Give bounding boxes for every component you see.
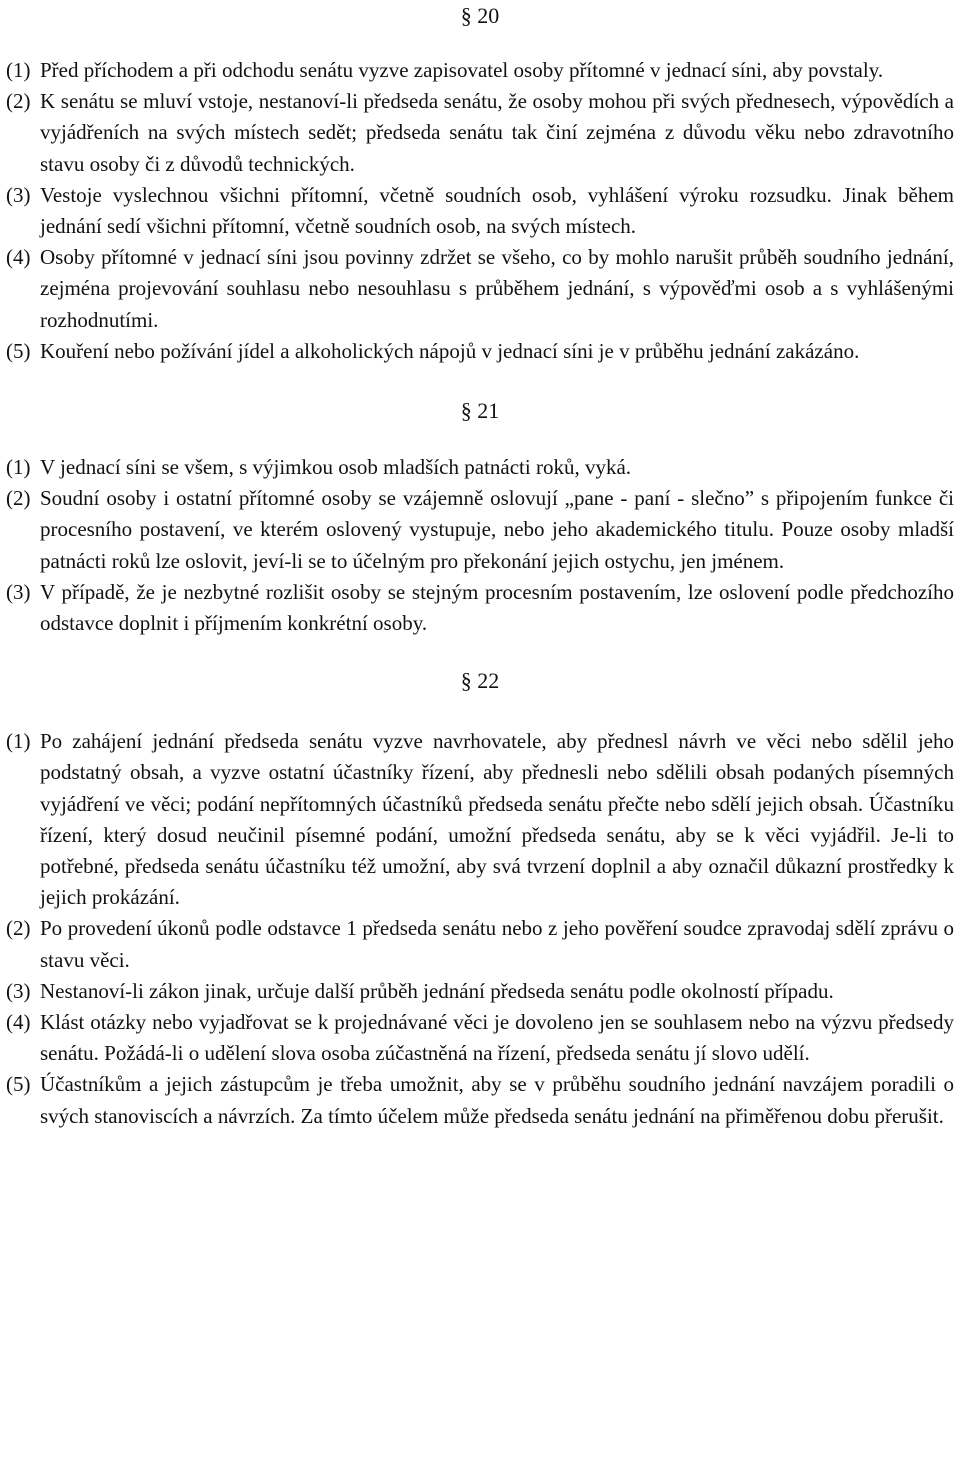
paragraph-text: K senátu se mluví vstoje, nestanoví-li předseda senátu, že osoby mohou při svých přednesech, výpovědích a vyjádřeních na svých místech sedět; předseda senátu tak činí zejména z důvodu věku nebo zdravotního stavu osoby či z důvodů technických. xyxy=(40,89,954,176)
paragraph-text: Před příchodem a při odchodu senátu vyzve zapisovatel osoby přítomné v jednací síni, aby povstaly. xyxy=(40,58,884,82)
paragraph xyxy=(6,726,954,913)
paragraph-text: Vestoje vyslechnou všichni přítomní, včetně soudních osob, vyhlášení výroku rozsudku. Jinak během jednání sedí všichni přítomní, včetně soudních osob, na svých místech. xyxy=(40,182,954,239)
paragraph xyxy=(6,577,954,639)
paragraph xyxy=(6,336,954,367)
paragraph xyxy=(6,242,954,336)
paragraph-text: Nestanoví-li zákon jinak, určuje další průběh jednání předseda senátu podle okolností případu. xyxy=(40,978,834,1003)
section-heading: § 20 xyxy=(460,3,500,28)
paragraph-number: (5) xyxy=(6,338,31,363)
paragraph-text: Osoby přítomné v jednací síni jsou povinny zdržet se všeho, co by mohlo narušit průběh soudního jednání, zejména projevování souhlasu nebo nesouhlasu s průběhem jednání, s výpověďmi osob a s vyhlášenými rozhodnutími. xyxy=(40,245,954,332)
section-heading: § 21 xyxy=(460,398,500,424)
paragraph-number: (3) xyxy=(6,978,31,1003)
paragraph-text: V jednací síni se všem, s výjimkou osob mladších patnácti roků, vyká. xyxy=(40,455,632,480)
paragraph xyxy=(6,1069,954,1131)
section-22 xyxy=(6,665,954,1132)
section-20 xyxy=(6,0,954,367)
paragraph-text: Účastníkům a jejich zástupcům je třeba umožnit, aby se v průběhu soudního jednání navzájem poradili o svých stanoviscích a návrzích. Za tímto účelem může předseda senátu jednání na přiměřenou dobu přerušit. xyxy=(40,1072,954,1128)
paragraph-number: (1) xyxy=(6,455,31,480)
paragraph xyxy=(6,86,954,180)
paragraph xyxy=(6,55,954,86)
paragraph-number: (2) xyxy=(6,89,31,114)
section-21 xyxy=(6,395,954,639)
paragraph-number: (1) xyxy=(6,58,31,82)
paragraph-text: Po zahájení jednání předseda senátu vyzve navrhovatele, aby přednesl návrh ve věci nebo sdělil jeho podstatný obsah, a vyzve ostatní účastníky řízení, aby přednesli nebo sdělili obsah podaných písemných vyjádření ve věci; podání nepřítomných účastníků předseda senátu přečte nebo sdělí jejich obsah. Účastníku řízení, který dosud neučinil písemné podání, umožní předseda senátu, aby se k věci vyjádřil. Je-li to potřebné, předseda senátu účastníku též umožní, aby svá tvrzení doplnil a aby označil důkazní prostředky k jejich prokázání. xyxy=(40,729,954,910)
paragraph-text: Klást otázky nebo vyjadřovat se k projednávané věci je dovoleno jen se souhlasem nebo na výzvu předsedy senátu. Požádá-li o udělení slova osoba zúčastněná na řízení, předseda senátu jí slovo udělí. xyxy=(40,1010,954,1066)
paragraph-number: (2) xyxy=(6,486,31,511)
paragraph xyxy=(6,452,954,483)
paragraph-number: (1) xyxy=(6,729,31,754)
paragraph xyxy=(6,1007,954,1069)
paragraph-number: (3) xyxy=(6,182,31,207)
paragraph-text: Po provedení úkonů podle odstavce 1 předseda senátu nebo z jeho pověření soudce zpravodaj sdělí zprávu o stavu věci. xyxy=(40,916,954,972)
paragraph-text: Kouření nebo požívání jídel a alkoholických nápojů v jednací síni je v průběhu jednání zakázáno. xyxy=(40,338,860,363)
paragraph xyxy=(6,180,954,242)
paragraph-number: (3) xyxy=(6,579,31,604)
paragraph xyxy=(6,913,954,975)
paragraph-number: (4) xyxy=(6,245,31,270)
paragraph xyxy=(6,483,954,577)
paragraph xyxy=(6,976,954,1007)
section-heading: § 22 xyxy=(460,668,500,694)
paragraph-number: (4) xyxy=(6,1010,31,1035)
paragraph-text: V případě, že je nezbytné rozlišit osoby se stejným procesním postavením, lze oslovení podle předchozího odstavce doplnit i příjmením konkrétní osoby. xyxy=(40,579,954,636)
paragraph-number: (5) xyxy=(6,1072,31,1097)
paragraph-number: (2) xyxy=(6,916,31,941)
paragraph-text: Soudní osoby i ostatní přítomné osoby se vzájemně oslovují „pane - paní - slečno” s připojením funkce či procesního postavení, ve kterém oslovený vystupuje, nebo jeho akademického titulu. Pouze osoby mladší patnácti roků lze oslovit, jeví-li se to účelným pro překonání jejich ostychu, jen jménem. xyxy=(40,486,954,573)
